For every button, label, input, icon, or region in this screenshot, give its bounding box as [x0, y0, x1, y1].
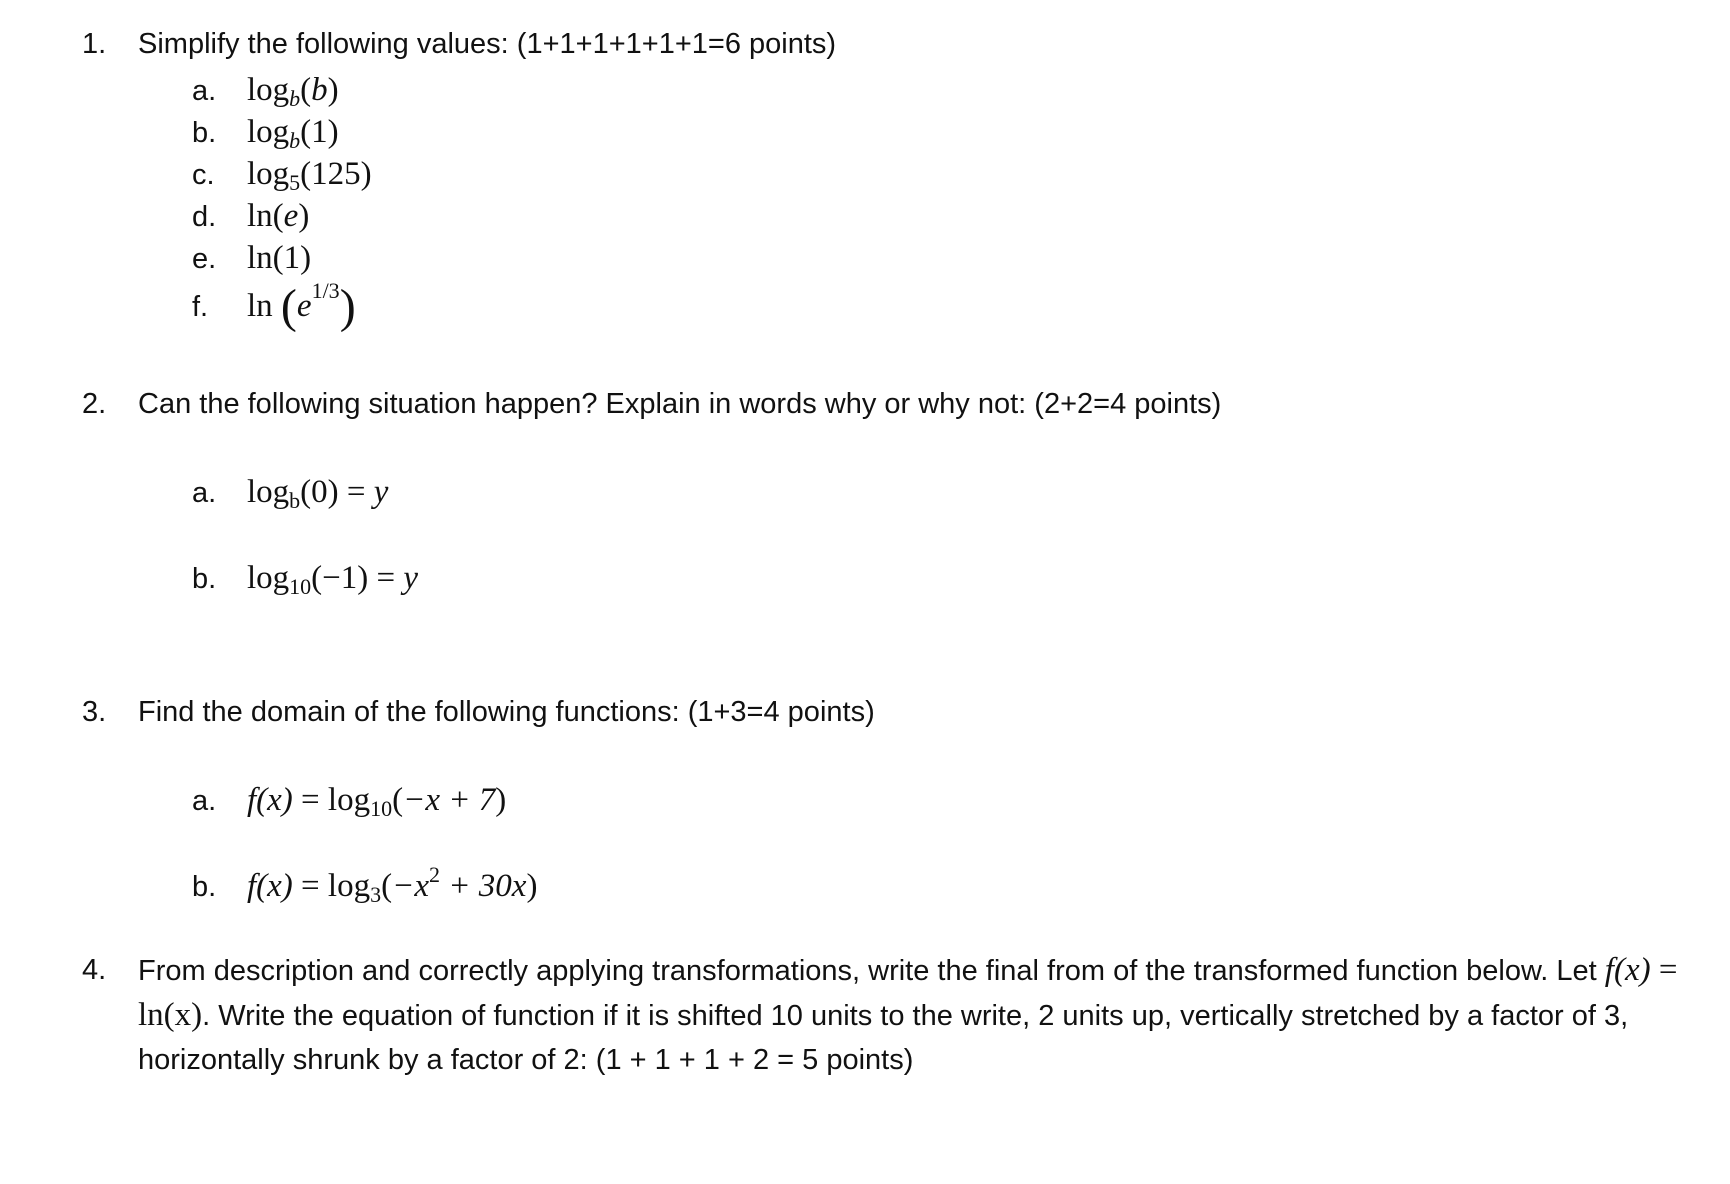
q2-item-a — [192, 470, 388, 515]
question-text: Find the domain of the following functions: (1+3=4 points) — [138, 696, 875, 728]
question-number: 2. — [82, 388, 107, 420]
math-expression: $\log_b(1)$ — [247, 114, 339, 153]
math-expression: $\log_{10}(-1) = y$ — [247, 560, 419, 599]
item-letter: c. — [192, 159, 215, 191]
item-letter: a. — [192, 477, 217, 509]
q1-item-f — [192, 278, 356, 333]
item-letter: e. — [192, 243, 217, 275]
q1-item-d — [192, 194, 309, 239]
math-expression: ln(1) — [247, 240, 312, 276]
item-letter: a. — [192, 785, 217, 817]
question-text: From description and correctly applying transformations, write the final from of the transformed function below. Let f(x) = ln(x). Write the equation of function if it is shifted 10 units to the write, 2 units up, vertically stretched by a factor of 3, horizontally shrunk by a factor of 2: (1 + 1 + 1 + 2 = 5 points) — [138, 952, 1678, 1076]
q1-item-a — [192, 68, 339, 113]
item-letter: a. — [192, 75, 217, 107]
item-letter: b. — [192, 563, 217, 595]
math-expression: ln(e) — [247, 198, 310, 234]
item-letter: f. — [192, 291, 209, 323]
question-text: Simplify the following values: (1+1+1+1+1+1=6 points) — [138, 28, 837, 60]
math-expression: $\log_b(b)$ — [247, 72, 339, 111]
math-expression: $\ln (e^{1/3})$ — [247, 278, 356, 333]
math-expression: $\log_b(0) = y$ — [247, 474, 389, 513]
question-1 — [82, 22, 836, 66]
question-2 — [82, 382, 1221, 426]
math-expression: $\log_5(125)$ — [247, 156, 372, 195]
question-3 — [82, 690, 875, 734]
q3-item-a — [192, 778, 506, 823]
item-letter: b. — [192, 871, 217, 903]
item-letter: b. — [192, 117, 217, 149]
question-number: 4. — [82, 954, 107, 986]
math-expression: $f(x) = \log_3(-x^2 + 30x)$ — [247, 862, 538, 907]
q3-item-b — [192, 864, 537, 909]
q1-item-c — [192, 152, 372, 197]
q1-item-b — [192, 110, 339, 155]
question-number: 1. — [82, 28, 107, 60]
item-letter: d. — [192, 201, 217, 233]
math-expression: $f(x) = \log_{10}(-x + 7)$ — [247, 782, 507, 821]
question-number: 3. — [82, 696, 107, 728]
question-text: Can the following situation happen? Explain in words why or why not: (2+2=4 points) — [138, 388, 1222, 420]
q2-item-b — [192, 556, 418, 601]
question-4 — [82, 948, 1682, 1082]
q1-item-e — [192, 236, 311, 281]
